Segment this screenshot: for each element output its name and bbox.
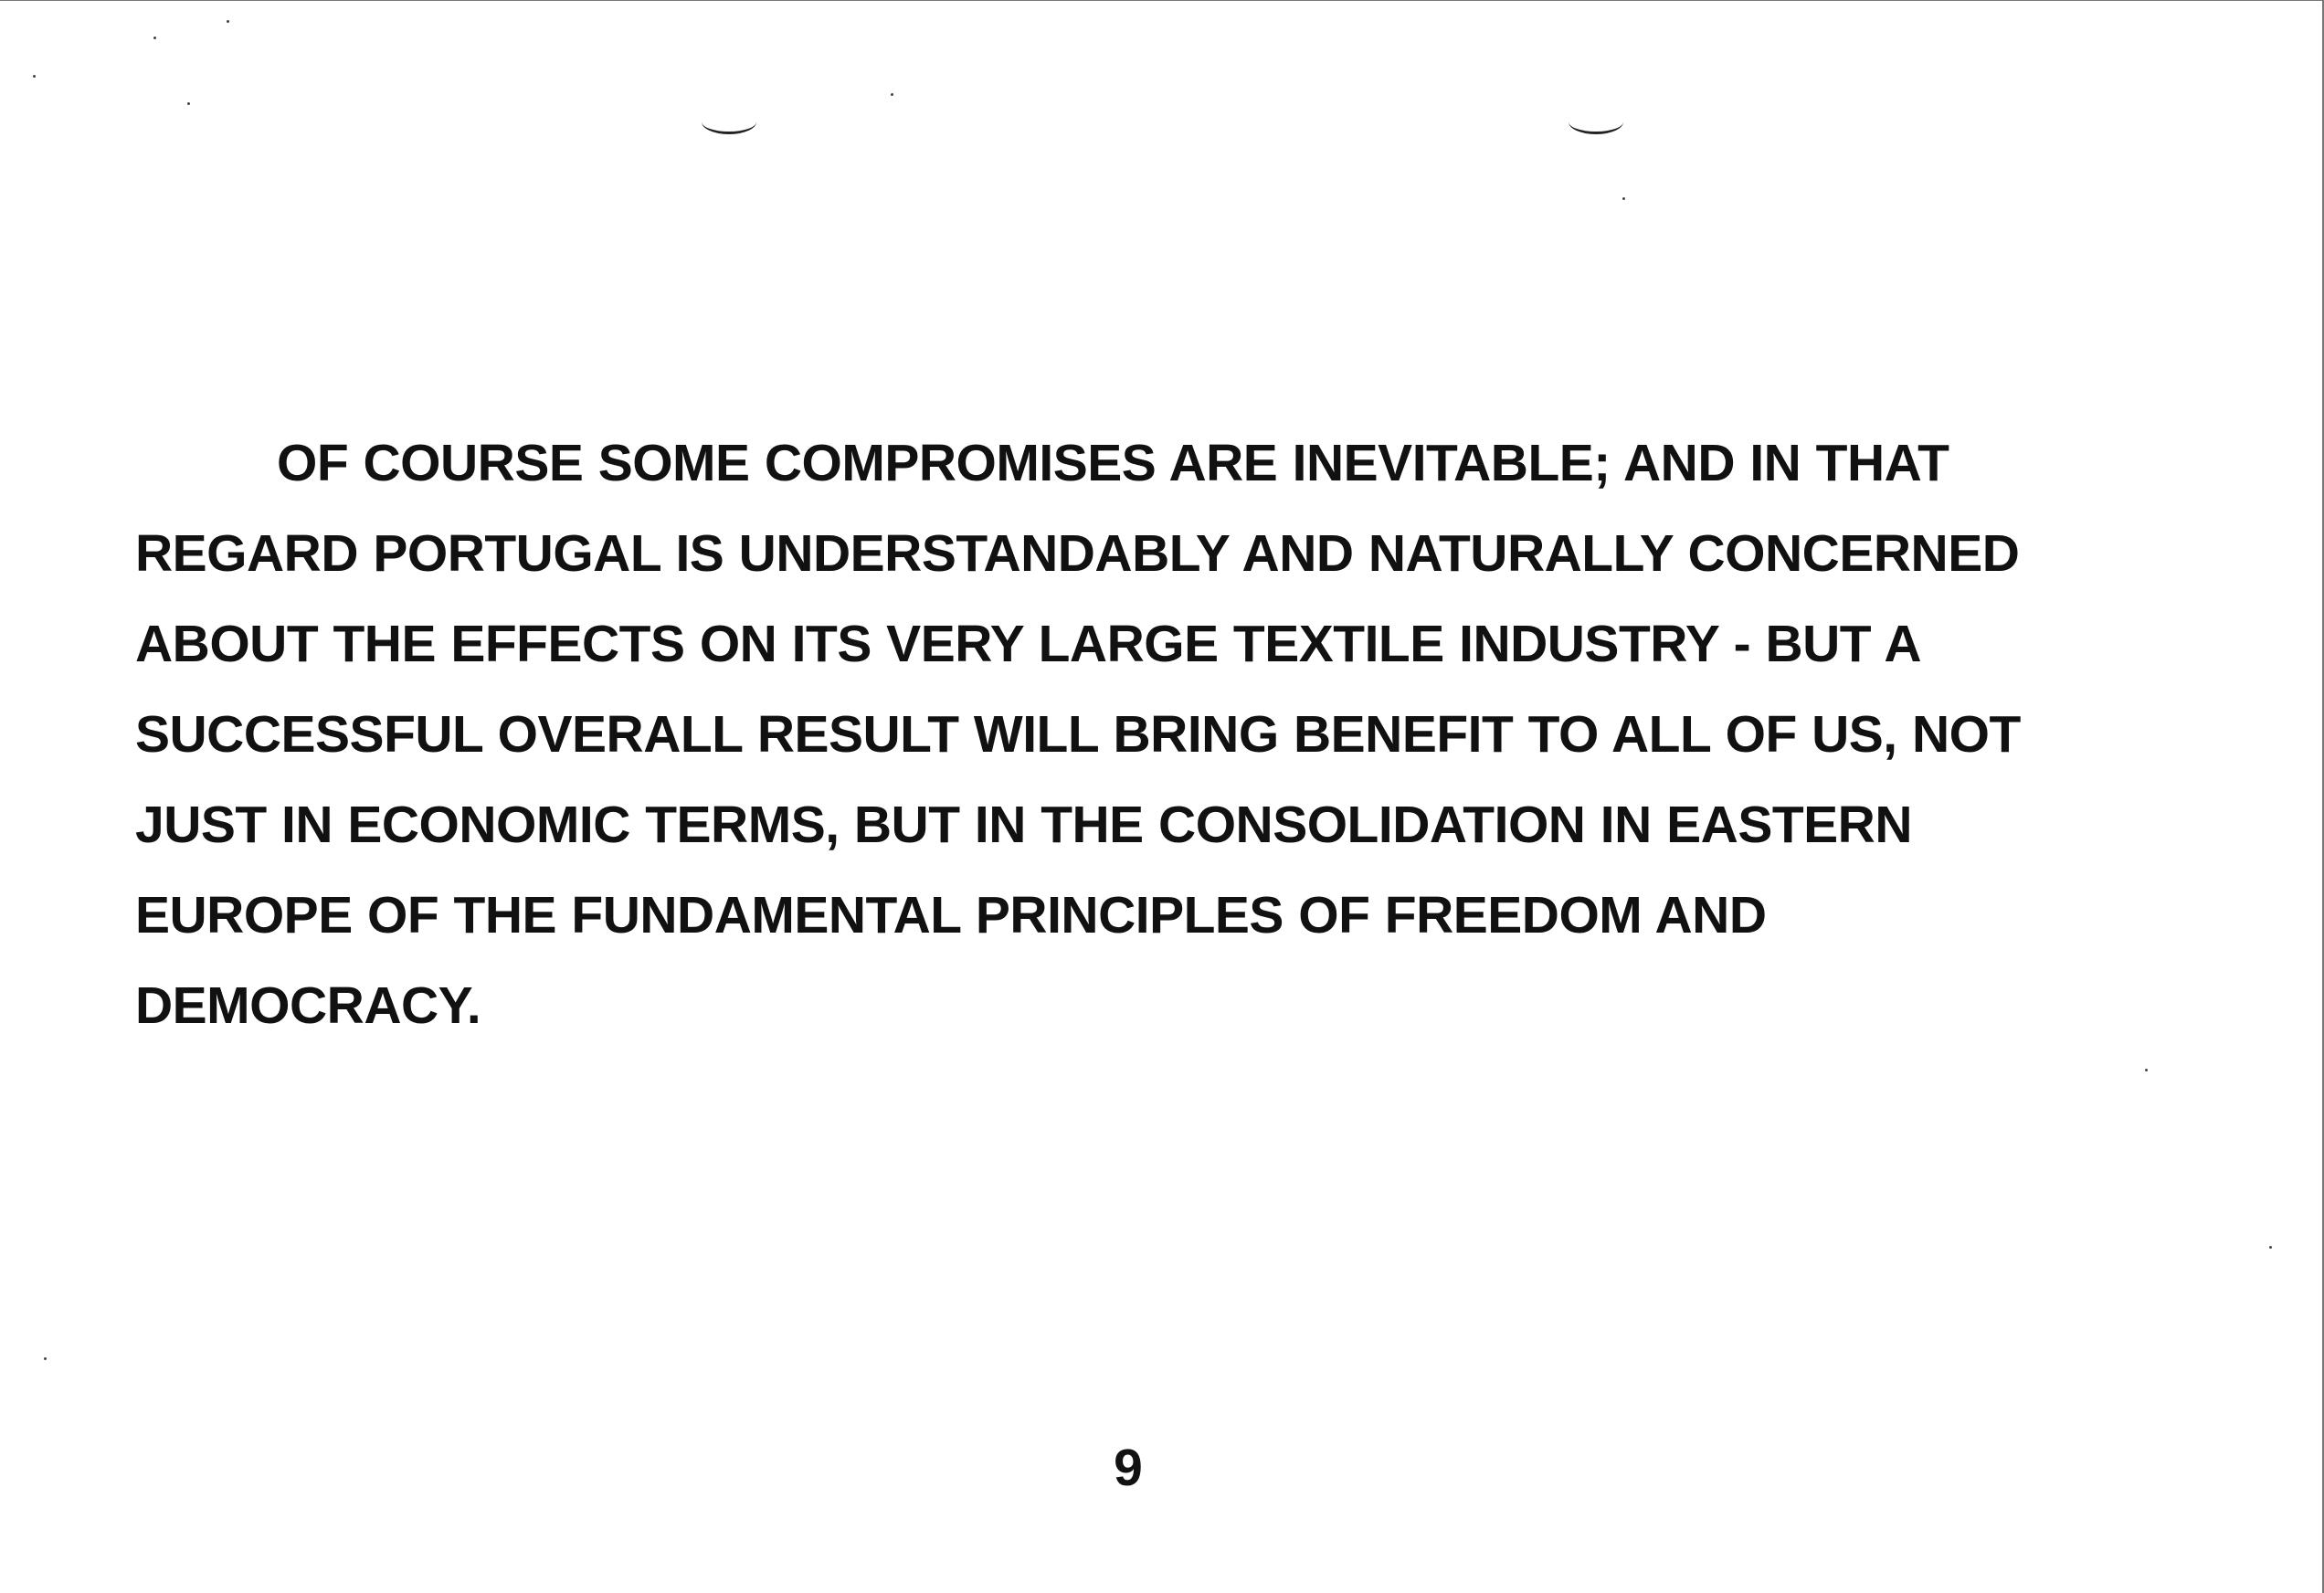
scan-speck xyxy=(44,1357,47,1360)
page-number: 9 xyxy=(1114,1439,1143,1497)
scan-speck xyxy=(153,37,156,39)
punch-mark-right xyxy=(1569,110,1623,134)
scan-speck xyxy=(187,102,190,105)
paragraph-line: DEMOCRACY. xyxy=(135,976,481,1035)
paragraph-line: SUCCESSFUL OVERALL RESULT WILL BRING BENEFIT TO ALL OF US, NOT xyxy=(135,705,2021,764)
scan-speck xyxy=(2145,1069,2148,1071)
punch-mark-left xyxy=(702,110,756,134)
paragraph-line: JUST IN ECONOMIC TERMS, BUT IN THE CONSOLIDATION IN EASTERN xyxy=(135,796,1912,854)
paragraph-line: EUROPE OF THE FUNDAMENTAL PRINCIPLES OF FREEDOM AND xyxy=(135,886,1767,944)
scan-speck xyxy=(2269,1246,2272,1249)
scan-speck xyxy=(227,20,229,23)
scan-edge-top xyxy=(0,0,2324,1)
scan-speck xyxy=(1622,197,1625,200)
speech-paragraph xyxy=(135,418,2145,1051)
scan-speck xyxy=(891,93,893,96)
paragraph-line: ABOUT THE EFFECTS ON ITS VERY LARGE TEXTILE INDUSTRY - BUT A xyxy=(135,615,1921,673)
paragraph-line: OF COURSE SOME COMPROMISES ARE INEVITABLE; AND IN THAT xyxy=(277,434,1949,492)
paragraph-line: REGARD PORTUGAL IS UNDERSTANDABLY AND NATURALLY CONCERNED xyxy=(135,524,2020,583)
scan-speck xyxy=(33,75,36,78)
